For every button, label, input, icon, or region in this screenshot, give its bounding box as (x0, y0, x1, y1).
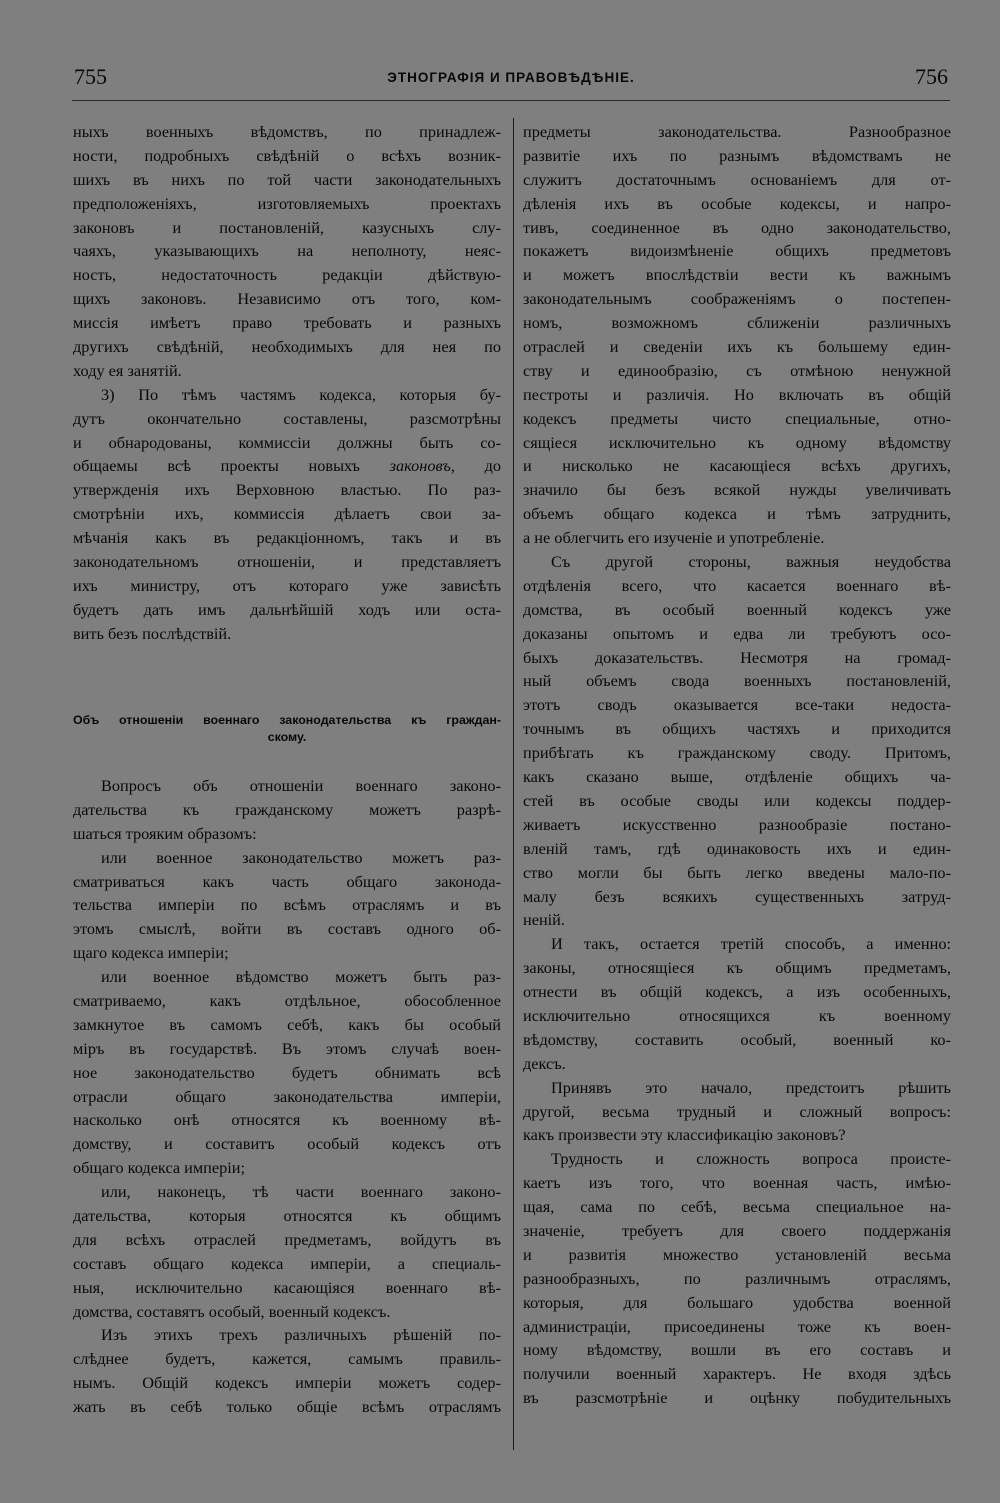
text-line: Вопросъ объ отношеніи военнаго законо- (101, 776, 501, 795)
text-line: объемъ общаго кодекса и тѣмъ затруднить, (523, 504, 951, 524)
text-line: каетъ изъ того, что военная часть, имѣю- (523, 1173, 951, 1193)
text-line: этомъ смыслѣ, войти въ составъ одного об- (73, 919, 501, 939)
text-line: щаго кодекса имперіи; (73, 943, 229, 963)
text-line: ность, недостаточность редакціи дѣйствую- (73, 265, 501, 285)
text-line: для всѣхъ отраслей предметамъ, войдутъ въ (73, 1229, 501, 1249)
text-line: ходу ея занятій. (73, 360, 182, 380)
page-number-left: 755 (74, 64, 107, 89)
left-column-bottom-text (73, 774, 501, 1419)
text-line: тельства имперіи по всѣмъ отраслямъ и въ (73, 895, 501, 915)
text-line: Принявъ это начало, предстоитъ рѣшить (551, 1077, 951, 1097)
text-line: законодательнымъ соображеніямъ о постепен- (523, 289, 951, 309)
text-line: отраслей и сведеніи ихъ къ большему един- (523, 337, 951, 357)
text-line: пестроты и различія. Но включать въ общій (523, 384, 951, 404)
text-line: предметы законодательства. Разнообразное (523, 122, 951, 141)
text-line: домству, и составитъ особый кодексъ отъ (73, 1134, 501, 1154)
text-line: ности, подробныхъ свѣдѣній о всѣхъ возник- (73, 145, 501, 165)
text-line: вленій тамъ, гдѣ одинаковость ихъ и един- (523, 838, 951, 858)
column-divider (513, 118, 514, 1450)
running-title: ЭТНОГРАФІЯ И ПРАВОВѢДѢНІЕ. (387, 70, 635, 85)
text-line: дутъ окончательно составлены, разсмотрѣны (73, 408, 501, 428)
text-line: 3) По тѣмъ частямъ кодекса, которыя бу- (101, 384, 501, 404)
text-line: администраціи, присоединены тоже къ воен- (523, 1316, 951, 1336)
text-line: этотъ сводъ оказывается все-таки недоста- (523, 695, 951, 715)
text-line: насколько онѣ относятся къ военному вѣ- (73, 1110, 501, 1130)
text-line: мѣчанія какъ въ редакціонномъ, такъ и въ (73, 528, 501, 548)
text-line: слѣднее будетъ, кажется, самымъ правиль- (73, 1349, 501, 1369)
text-line: малу безъ всякихъ существенныхъ затруд- (523, 886, 951, 906)
text-line: служитъ достаточнымъ основаніемъ для от- (523, 169, 951, 189)
text-line: прибѣгать къ гражданскому своду. Притомъ, (523, 743, 951, 763)
section-heading-line-2: скому. (267, 730, 307, 744)
text-line: исключительно относящихся къ военному (523, 1005, 951, 1025)
text-line: законовъ и постановленій, казусныхъ слу- (73, 217, 501, 237)
text-line: кодексъ предметы чисто специальные, отно- (523, 408, 951, 428)
text-line: ному вѣдомству, вошли въ его составъ и (523, 1340, 951, 1360)
text-line: вѣдомству, составить особый, военный ко- (523, 1029, 951, 1049)
text-line: законодательномъ отношеніи, и представляетъ (73, 552, 501, 572)
text-line: тивъ, соединенное въ одно законодательство, (523, 217, 951, 237)
page-header (72, 64, 950, 94)
text-line: общаго кодекса имперіи; (73, 1158, 246, 1178)
right-column-text (523, 120, 951, 1410)
text-line: замкнутое въ самомъ себѣ, какъ бы особый (73, 1014, 501, 1034)
text-line: ное законодательство будетъ обнимать всѣ (73, 1062, 501, 1082)
text-line: дательства къ гражданскому можетъ разрѣ- (73, 799, 501, 819)
text-line: домства, составятъ особый, военный кодексъ. (73, 1301, 391, 1321)
text-line: сящіеся исключительно къ одному вѣдомству (523, 432, 951, 452)
text-line: а не облегчить его изученіе и употребленіе. (523, 528, 825, 548)
text-line: неній. (523, 910, 565, 930)
header-rule (72, 100, 950, 101)
text-line: жать въ себѣ только общіе всѣмъ отраслямъ (73, 1397, 501, 1417)
text-line: вить безъ послѣдствій. (73, 623, 232, 643)
text-line: щихъ законовъ. Независимо отъ того, ком- (73, 289, 501, 309)
text-line: значеніе, требуетъ для своего поддержанія (523, 1220, 951, 1240)
text-line: дѣленія ихъ въ особые кодексы, и напро- (523, 193, 951, 213)
text-line: покажетъ видоизмѣненіе общихъ предметовъ (523, 241, 951, 261)
text-line: дательства, которыя относятся къ общимъ (73, 1206, 501, 1226)
text-line: И такъ, остается третій способъ, а именно: (551, 934, 951, 954)
text-line: въ разсмотрѣніе и оцѣнку побудительныхъ (523, 1388, 951, 1408)
text-line: которыя, для большаго удобства военной (523, 1292, 951, 1312)
text-line: составъ общаго кодекса имперіи, а специаль- (73, 1253, 501, 1273)
section-heading-line-1: Объ отношеніи военнаго законодательства къ граждан- (73, 713, 501, 727)
text-line: или военное вѣдомство можетъ быть раз- (101, 967, 501, 987)
text-line: и можетъ впослѣдствіи вести къ важнымъ (523, 265, 951, 285)
text-line: значило бы безъ всякой нужды увеличивать (523, 480, 951, 500)
text-line: ству и единообразію, съ отмѣною ненужной (523, 360, 951, 380)
text-line: шихъ въ нихъ по той части законодательныхъ (73, 169, 501, 189)
text-line: щая, сама по себѣ, весьма специальное на- (523, 1197, 951, 1217)
text-line: какъ сказано выше, отдѣленіе общихъ ча- (523, 767, 951, 787)
text-line: будетъ дать имъ дальнѣйшій ходъ или оста- (73, 599, 501, 619)
text-line: смотрѣніи ихъ, коммиссія дѣлаетъ свои за- (73, 504, 501, 524)
text-line: ихъ министру, отъ котораго уже зависѣть (73, 575, 501, 595)
text-line: Трудность и сложность вопроса происте- (551, 1149, 951, 1169)
text-line: сматриваемо, какъ отдѣльное, обособленное (73, 991, 501, 1011)
text-line: ство могли бы быть легко введены мало-по- (523, 862, 951, 882)
text-line: шаться трояким образомъ: (73, 823, 257, 843)
text-line: Изъ этихъ трехъ различныхъ рѣшеній по- (101, 1325, 501, 1345)
text-line: какъ произвести эту классификацію законовъ? (523, 1125, 846, 1145)
left-column-top-text (73, 120, 501, 646)
text-line: или военное законодательство можетъ раз- (101, 847, 501, 867)
text-line: номъ, возможномъ сближеніи различныхъ (523, 313, 951, 333)
text-line: нымъ. Общій кодексъ имперіи можетъ содер- (73, 1373, 501, 1393)
text-line: миссія имѣетъ право требовать и разныхъ (73, 313, 501, 333)
text-line: и обнародованы, коммиссіи должны быть со- (73, 432, 501, 452)
text-line: Съ другой стороны, важныя неудобства (551, 552, 951, 572)
text-line: домства, въ особый военный кодексъ уже (523, 599, 951, 619)
text-line: дексъ. (523, 1053, 566, 1073)
text-line: отдѣленія всего, что касается военнаго вѣ- (523, 575, 951, 595)
text-line: разнообразныхъ, по различнымъ отраслямъ, (523, 1268, 951, 1288)
text-line: или, наконецъ, тѣ части военнаго законо- (101, 1182, 501, 1202)
text-line: живаетъ искусственно разнообразіе постано- (523, 814, 951, 834)
text-line: общаемы всѣ проекты новыхъ законовъ, до (73, 456, 501, 476)
text-line: ныя, исключительно касающіяся военнаго вѣ- (73, 1277, 501, 1297)
text-line: и развитія множество установленій весьма (523, 1244, 951, 1264)
page-number-right: 756 (915, 64, 948, 89)
text-line: доказаны опытомъ и едва ли требуютъ осо- (523, 623, 951, 643)
text-line: стей въ особые своды или кодексы поддер- (523, 790, 951, 810)
text-line: утвержденія ихъ Верховною властью. По раз- (73, 480, 501, 500)
text-line: міръ въ государствѣ. Въ этомъ случаѣ воен- (73, 1038, 501, 1058)
text-line: чаяхъ, указывающихъ на неполноту, неяс- (73, 241, 501, 261)
section-heading (73, 712, 501, 746)
text-line: быхъ доказательствъ. Несмотря на громад- (523, 647, 951, 667)
text-line: получили военный характеръ. Не входя здѣсь (523, 1364, 951, 1384)
text-line: другой, весьма трудный и сложный вопросъ: (523, 1101, 951, 1121)
text-line: законы, относящіеся къ общимъ предметамъ, (523, 958, 951, 978)
text-line: ныхъ военныхъ вѣдомствъ, по принадлеж- (73, 122, 501, 141)
text-line: сматриваться какъ часть общаго законода- (73, 871, 501, 891)
text-line: ный объемъ свода военныхъ постановленій, (523, 671, 951, 691)
text-line: точнымъ въ общихъ частяхъ и приходится (523, 719, 951, 739)
text-line: отрасли общаго законодательства имперіи, (73, 1086, 501, 1106)
text-line: предположеніяхъ, изготовляемыхъ проектахъ (73, 193, 501, 213)
text-line: развитіе ихъ по разнымъ вѣдомствамъ не (523, 145, 951, 165)
text-line: отнести въ общій кодексъ, а изъ особенныхъ, (523, 982, 951, 1002)
text-line: и нисколько не касающіеся всѣхъ другихъ, (523, 456, 951, 476)
text-line: другихъ свѣдѣній, необходимыхъ для нея по (73, 337, 501, 357)
